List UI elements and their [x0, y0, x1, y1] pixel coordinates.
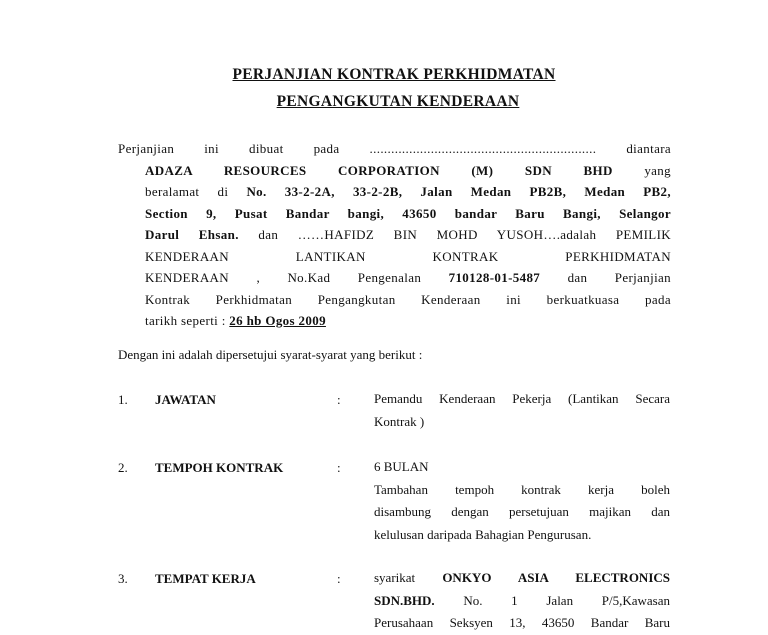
document-title-line-1: PERJANJIAN KONTRAK PERKHIDMATAN [232, 66, 556, 83]
owner-name: dan ……HAFIDZ BIN MOHD YUSOH….adalah PEMILIK [238, 227, 671, 242]
company-name: ADAZA RESOURCES CORPORATION (M) SDN BHD [145, 162, 613, 178]
item-number: 2. [118, 460, 128, 475]
intro-line: tarikh seperti : 26 hb Ogos 2009 [145, 313, 326, 328]
item-value: syarikat ONKYO ASIA ELECTRONICS SDN.BHD. No. 1 Jalan P/5,Kawasan Perusahaan Seksyen 13, 43650 Bandar Baru [374, 570, 670, 630]
intro-line: KENDERAAN , No.Kad Pengenalan 710128-01-5487 dan Perjanjian [145, 270, 671, 285]
item-value: Pemandu Kenderaan Pekerja (Lantikan Secara Kontrak ) [374, 391, 670, 429]
workplace-company: ONKYO ASIA ELECTRONICS [442, 570, 670, 585]
item-value: 6 BULAN Tambahan tempoh kontrak kerja boleh disambung dengan persetujuan majikan dan kelulusan daripada Bahagian Pengurusan. [374, 459, 670, 542]
intro-line: Darul Ehsan. dan ……HAFIDZ BIN MOHD YUSOH….adalah PEMILIK [145, 227, 671, 242]
effective-date: 26 hb Ogos 2009 [229, 313, 326, 328]
intro-line: KENDERAAN LANTIKAN KONTRAK PERKHIDMATAN [145, 248, 671, 264]
agreement-line: Dengan ini adalah dipersetujui syarat-syarat yang berikut : [118, 347, 423, 362]
item-number: 3. [118, 571, 128, 586]
item-colon: : [337, 571, 341, 586]
intro-line: Perjanjian ini dibuat pada ............................................................... diantara [118, 141, 671, 156]
item-label: TEMPAT KERJA [155, 571, 256, 586]
item-number: 1. [118, 392, 128, 407]
item-colon: : [337, 392, 341, 407]
item-label: TEMPOH KONTRAK [155, 460, 284, 475]
item-colon: : [337, 460, 341, 475]
intro-line: beralamat di No. 33-2-2A, 33-2-2B, Jalan Medan PB2B, Medan PB2, [145, 184, 671, 199]
company-address: No. 33-2-2A, 33-2-2B, Jalan Medan PB2B, Medan PB2, [246, 184, 671, 199]
document-title-line-2: PENGANGKUTAN KENDERAAN [276, 93, 520, 110]
ic-number: 710128-01-5487 [448, 270, 541, 285]
intro-line: Kontrak Perkhidmatan Pengangkutan Kenderaan ini berkuatkuasa pada [145, 291, 671, 307]
intro-line: Section 9, Pusat Bandar bangi, 43650 bandar Baru Bangi, Selangor [145, 205, 671, 221]
intro-line: ADAZA RESOURCES CORPORATION (M) SDN BHD yang [145, 162, 671, 178]
item-label: JAWATAN [155, 392, 216, 407]
intro-paragraph [118, 138, 671, 332]
